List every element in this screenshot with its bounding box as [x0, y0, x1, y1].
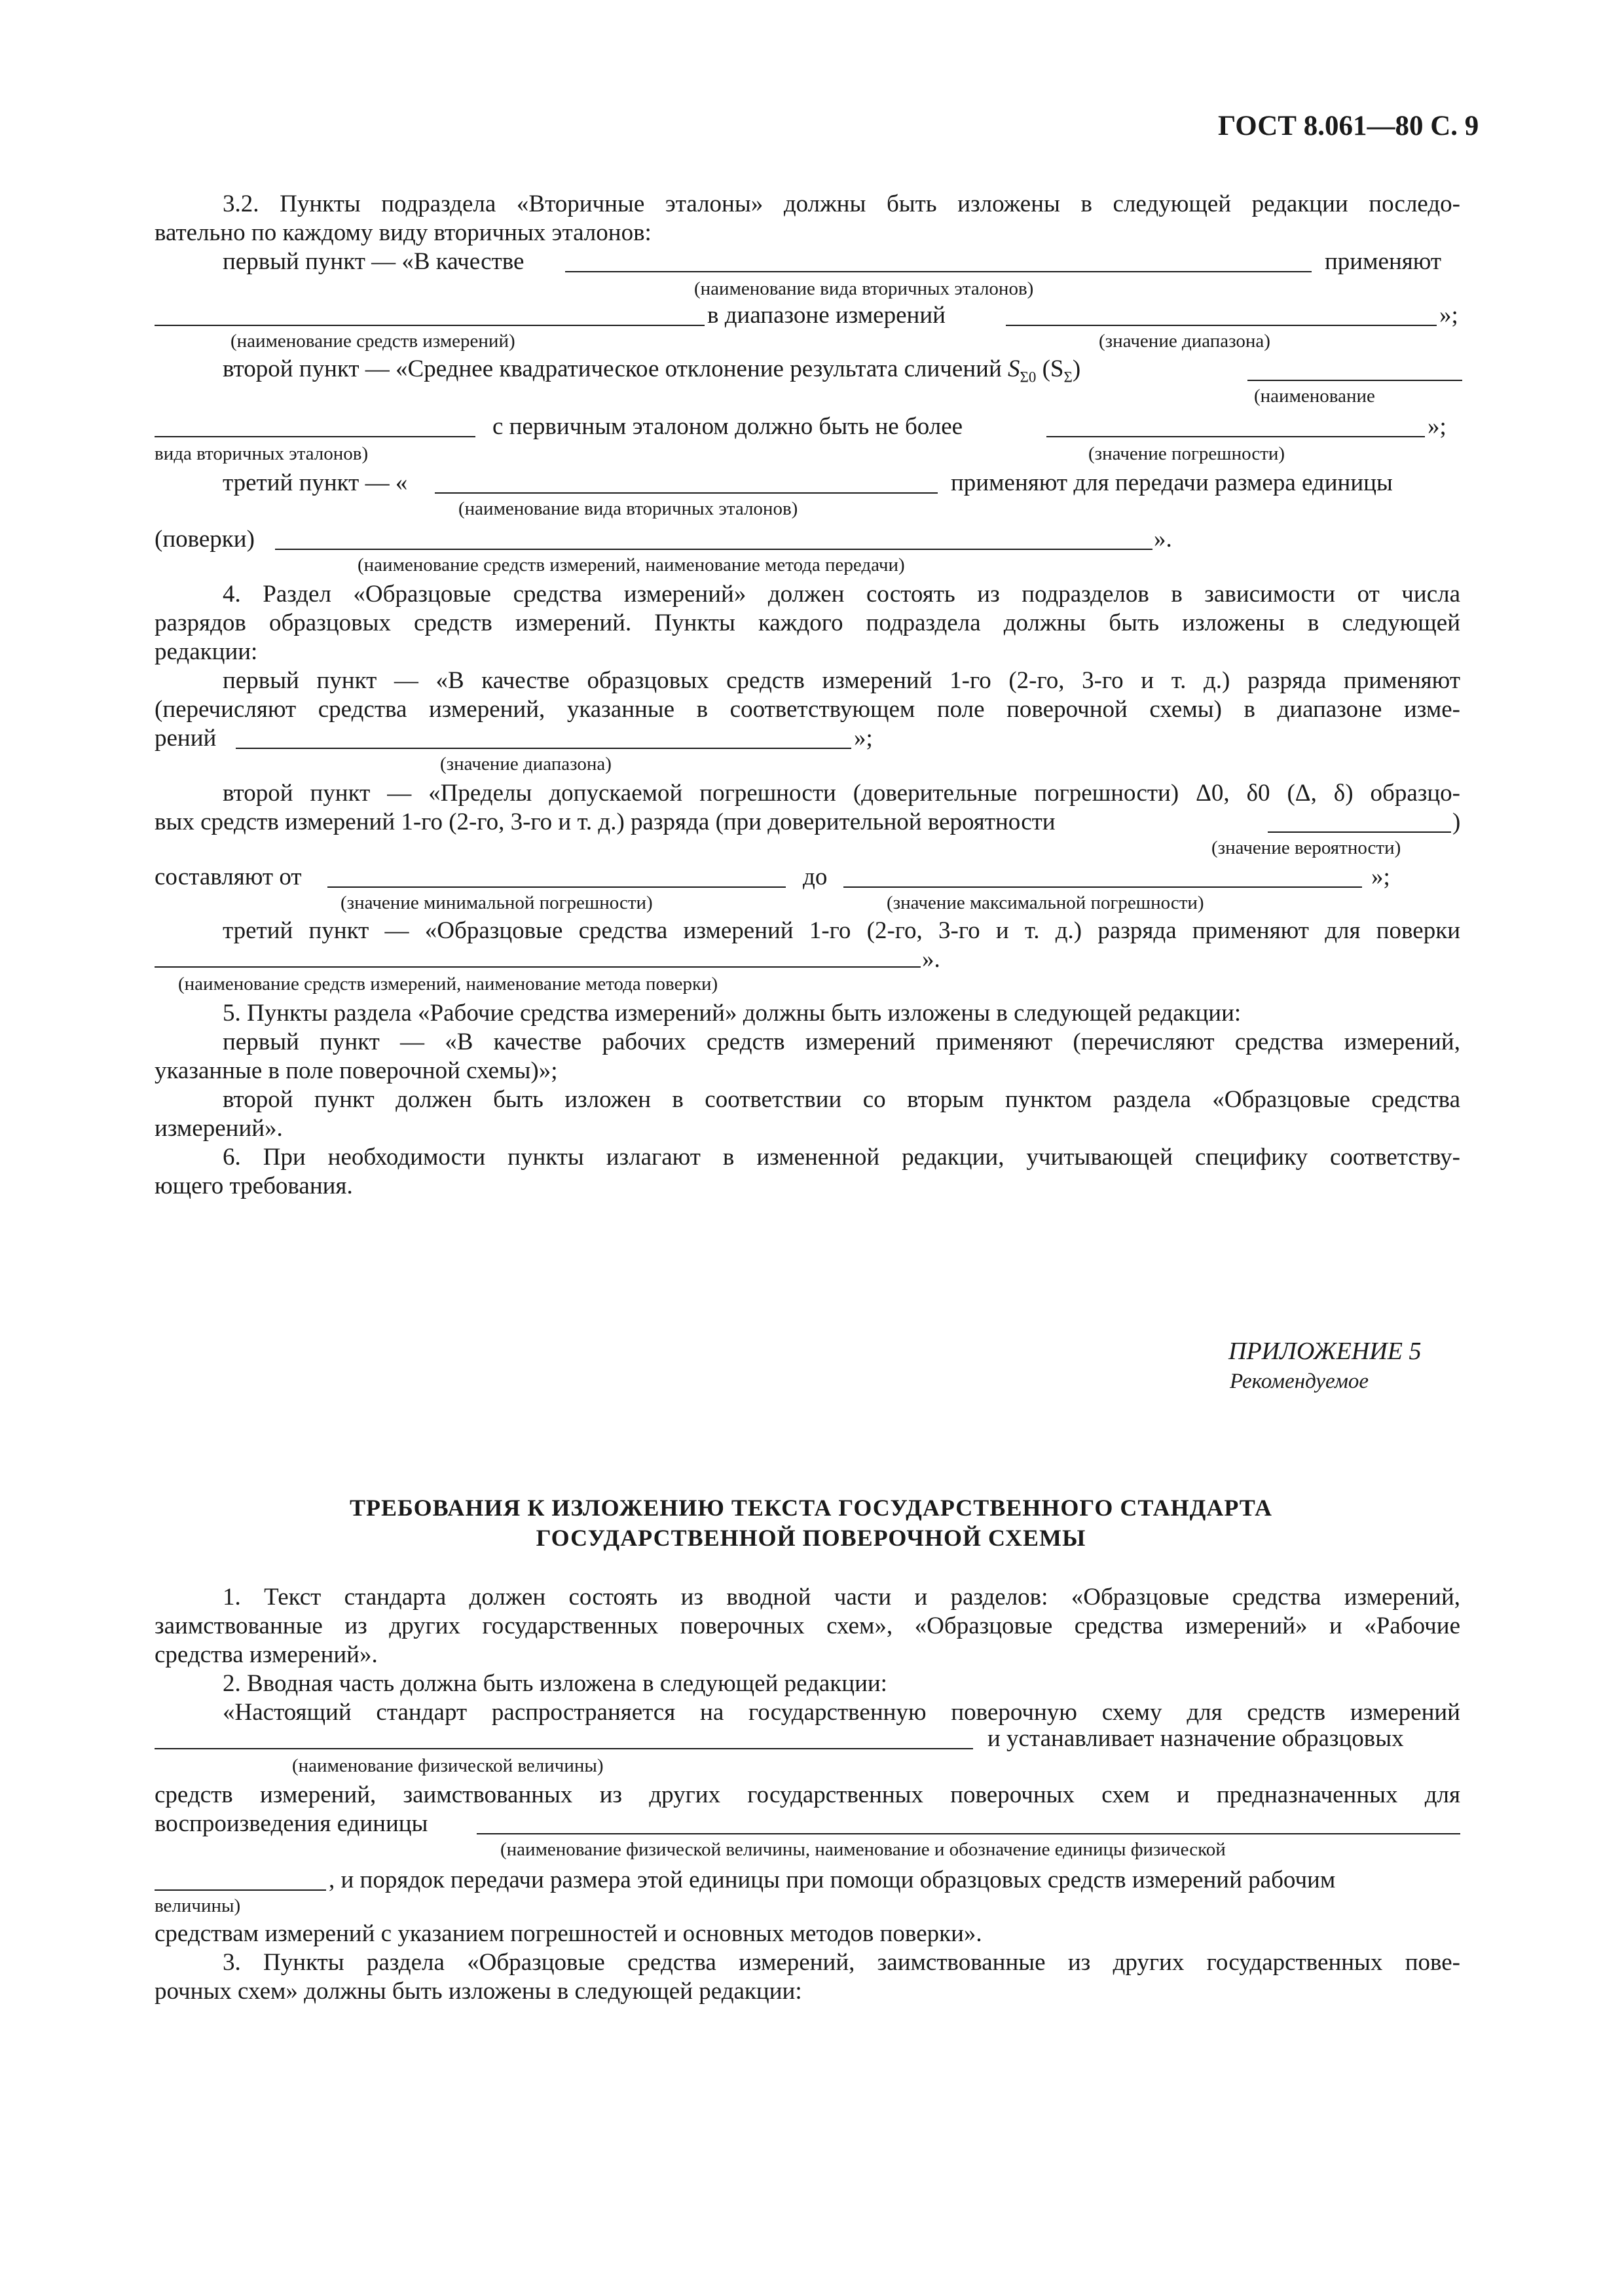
- s4-blank-max: [843, 886, 1362, 888]
- s32-range-in: в диапазоне измерений: [707, 302, 946, 329]
- a1-line-1: 1. Текст стандарта должен состоять из вводной части и разделов: «Образцовые средства измерений,: [223, 1584, 1460, 1611]
- s32-p1-left: первый пункт — «В качестве: [223, 248, 525, 275]
- s5-line-4: второй пункт должен быть изложен в соответствии со вторым пунктом раздела «Образцовые средства: [223, 1086, 1460, 1113]
- s32-verif-end: ».: [1154, 526, 1172, 553]
- s32-p2-symbol: S: [1008, 355, 1020, 382]
- s4-from-mid: до: [803, 864, 828, 890]
- a1-line-2: заимствованные из других государственных поверочных схем», «Образцовые средства измерений» и «Рабочие: [155, 1613, 1460, 1639]
- s32-blank-means-method: [275, 549, 1152, 550]
- a2-blank-unit: [477, 1833, 1460, 1834]
- s32-range-end: »;: [1439, 302, 1458, 329]
- s32-blank-err: [1046, 436, 1425, 437]
- s4-blank-prob: [1268, 831, 1451, 833]
- s5-line-5: измерений».: [155, 1115, 283, 1142]
- s32-blank-means: [155, 325, 705, 326]
- s32-p3-right: применяют для передачи размера единицы: [951, 469, 1393, 496]
- a2-line-1: 2. Вводная часть должна быть изложена в следующей редакции:: [223, 1670, 887, 1697]
- s32-blank-vid: [565, 271, 1312, 272]
- s4-caption-prob: (значение вероятности): [1211, 837, 1401, 858]
- s4-from-left: составляют от: [155, 864, 302, 890]
- s5-line-2: первый пункт — «В качестве рабочих средств измерений применяют (перечисляют средства измерений,: [223, 1029, 1460, 1055]
- s32-caption-vid2: вида вторичных эталонов): [155, 443, 369, 464]
- s4-p1-line-3-end: »;: [854, 725, 873, 752]
- s6-line-2: ющего требования.: [155, 1173, 353, 1199]
- s32-p2-paren-close: ): [1072, 355, 1081, 382]
- s32-caption-vid3: (наименование вида вторичных эталонов): [458, 498, 798, 519]
- s32-blank-vid3: [435, 492, 938, 494]
- s4-caption-min: (значение минимальной погрешности): [341, 892, 653, 913]
- s32-p2-text: второй пункт — «Среднее квадратическое отклонение результата сличений: [223, 355, 1002, 382]
- s5-line-3: указанные в поле поверочной схемы)»;: [155, 1057, 558, 1084]
- s4-line-3: редакции:: [155, 638, 258, 665]
- a2-caption-phys-unit: (наименование физической величины, наименование и обозначение единицы физической: [500, 1839, 1226, 1860]
- s32-p1-right: применяют: [1325, 248, 1442, 275]
- s32-caption-vid: (наименование вида вторичных эталонов): [694, 278, 1034, 299]
- a2-line-6-right: , и порядок передачи размера этой единицы при помощи образцовых средств измерений рабочим: [329, 1867, 1336, 1893]
- s32-blank-name: [1247, 380, 1462, 381]
- appendix-title-line-2: ГОСУДАРСТВЕННОЙ ПОВЕРОЧНОЙ СХЕМЫ: [536, 1525, 1086, 1551]
- s4-p3-line-2-end: ».: [922, 946, 940, 973]
- a2-line-2: «Настоящий стандарт распространяется на государственную поверочную схему для средств измерений: [223, 1699, 1460, 1726]
- a2-line-5-left: воспроизведения единицы: [155, 1810, 428, 1837]
- s4-caption-range: (значение диапазона): [440, 754, 612, 774]
- s32-caption-naim-open: (наименование: [1254, 386, 1375, 407]
- appendix-label: ПРИЛОЖЕНИЕ 5: [1228, 1338, 1422, 1365]
- a2-blank-phys: [155, 1748, 973, 1749]
- s32-caption-range: (значение диапазона): [1099, 331, 1270, 352]
- s32-p2-paren: [1042, 355, 1081, 386]
- a2-line-4: средств измерений, заимствованных из других государственных поверочных схем и предназначенных для: [155, 1781, 1460, 1808]
- page-header: ГОСТ 8.061—80 С. 9: [1218, 111, 1479, 141]
- s4-blank-means-method: [155, 966, 921, 968]
- s4-from-end: »;: [1371, 864, 1390, 890]
- s4-line-2: разрядов образцовых средств измерений. Пункты каждого подраздела должны быть изложены в следующей: [155, 610, 1460, 636]
- s4-caption-means-method: (наименование средств измерений, наименование метода поверки): [178, 974, 718, 994]
- a2-caption-phys: (наименование физической величины): [292, 1755, 604, 1776]
- s32-blank-vid2: [155, 436, 475, 437]
- s32-line-2: вательно по каждому виду вторичных эталонов:: [155, 219, 652, 246]
- a2-blank-unit-cont: [155, 1889, 326, 1891]
- s32-p2-subscript: Σ0: [1020, 369, 1037, 386]
- s4-blank-min: [327, 886, 786, 888]
- s4-p1-line-1: первый пункт — «В качестве образцовых средств измерений 1-го (2-го, 3-го и т. д.) разряда применяют: [223, 667, 1460, 694]
- s32-p2-paren-sub: Σ: [1063, 369, 1073, 386]
- a2-line-3-right: и устанавливает назначение образцовых: [987, 1725, 1404, 1752]
- s4-line-1: 4. Раздел «Образцовые средства измерений» должен состоять из подразделов в зависимости от числа: [223, 581, 1460, 608]
- s32-line-1: 3.2. Пункты подраздела «Вторичные эталоны» должны быть изложены в следующей редакции последо-: [223, 191, 1460, 217]
- s4-caption-max: (значение максимальной погрешности): [887, 892, 1204, 913]
- s4-p3-line-1: третий пункт — «Образцовые средства измерений 1-го (2-го, 3-го и т. д.) разряда применяют для поверки: [223, 917, 1460, 944]
- s4-blank-range: [236, 748, 851, 749]
- s32-verif-left: (поверки): [155, 526, 255, 553]
- s4-p2-line-2-end: ): [1452, 809, 1461, 835]
- s32-caption-means: (наименование средств измерений): [230, 331, 515, 352]
- s32-primary-mid: с первичным эталоном должно быть не более: [492, 413, 963, 440]
- a2-line-7: средствам измерений с указанием погрешностей и основных методов поверки».: [155, 1920, 982, 1947]
- s32-primary-end: »;: [1428, 413, 1447, 440]
- s4-p2-line-2-left: вых средств измерений 1-го (2-го, 3-го и т. д.) разряда (при доверительной вероятности: [155, 809, 1056, 835]
- a3-line-1: 3. Пункты раздела «Образцовые средства измерений, заимствованные из других государственных пове-: [223, 1949, 1460, 1976]
- s5-line-1: 5. Пункты раздела «Рабочие средства измерений» должны быть изложены в следующей редакции:: [223, 1000, 1242, 1027]
- s32-p2-paren-open: (S: [1042, 355, 1064, 382]
- a3-line-2: рочных схем» должны быть изложены в следующей редакции:: [155, 1978, 802, 2005]
- s4-p1-line-3-left: рений: [155, 725, 217, 752]
- s32-caption-means-method: (наименование средств измерений, наименование метода передачи): [358, 555, 905, 575]
- s4-p1-line-2: (перечисляют средства измерений, указанные в соответствующем поле поверочной схемы) в диапазоне изме-: [155, 696, 1460, 723]
- s32-p3-left: третий пункт — «: [223, 469, 408, 496]
- s6-line-1: 6. При необходимости пункты излагают в измененной редакции, учитывающей специфику соответству-: [223, 1144, 1460, 1171]
- s32-p2-left: [223, 355, 1080, 392]
- s32-caption-err: (значение погрешности): [1088, 443, 1285, 464]
- a2-caption-value: величины): [155, 1895, 241, 1916]
- appendix-status: Рекомендуемое: [1230, 1370, 1369, 1393]
- appendix-title-line-1: ТРЕБОВАНИЯ К ИЗЛОЖЕНИЮ ТЕКСТА ГОСУДАРСТВЕННОГО СТАНДАРТА: [350, 1495, 1272, 1521]
- s4-p2-line-1: второй пункт — «Пределы допускаемой погрешности (доверительные погрешности) Δ0, δ0 (Δ, δ) образцо-: [223, 780, 1460, 807]
- s32-blank-range: [1006, 325, 1437, 326]
- a1-line-3: средства измерений».: [155, 1641, 378, 1668]
